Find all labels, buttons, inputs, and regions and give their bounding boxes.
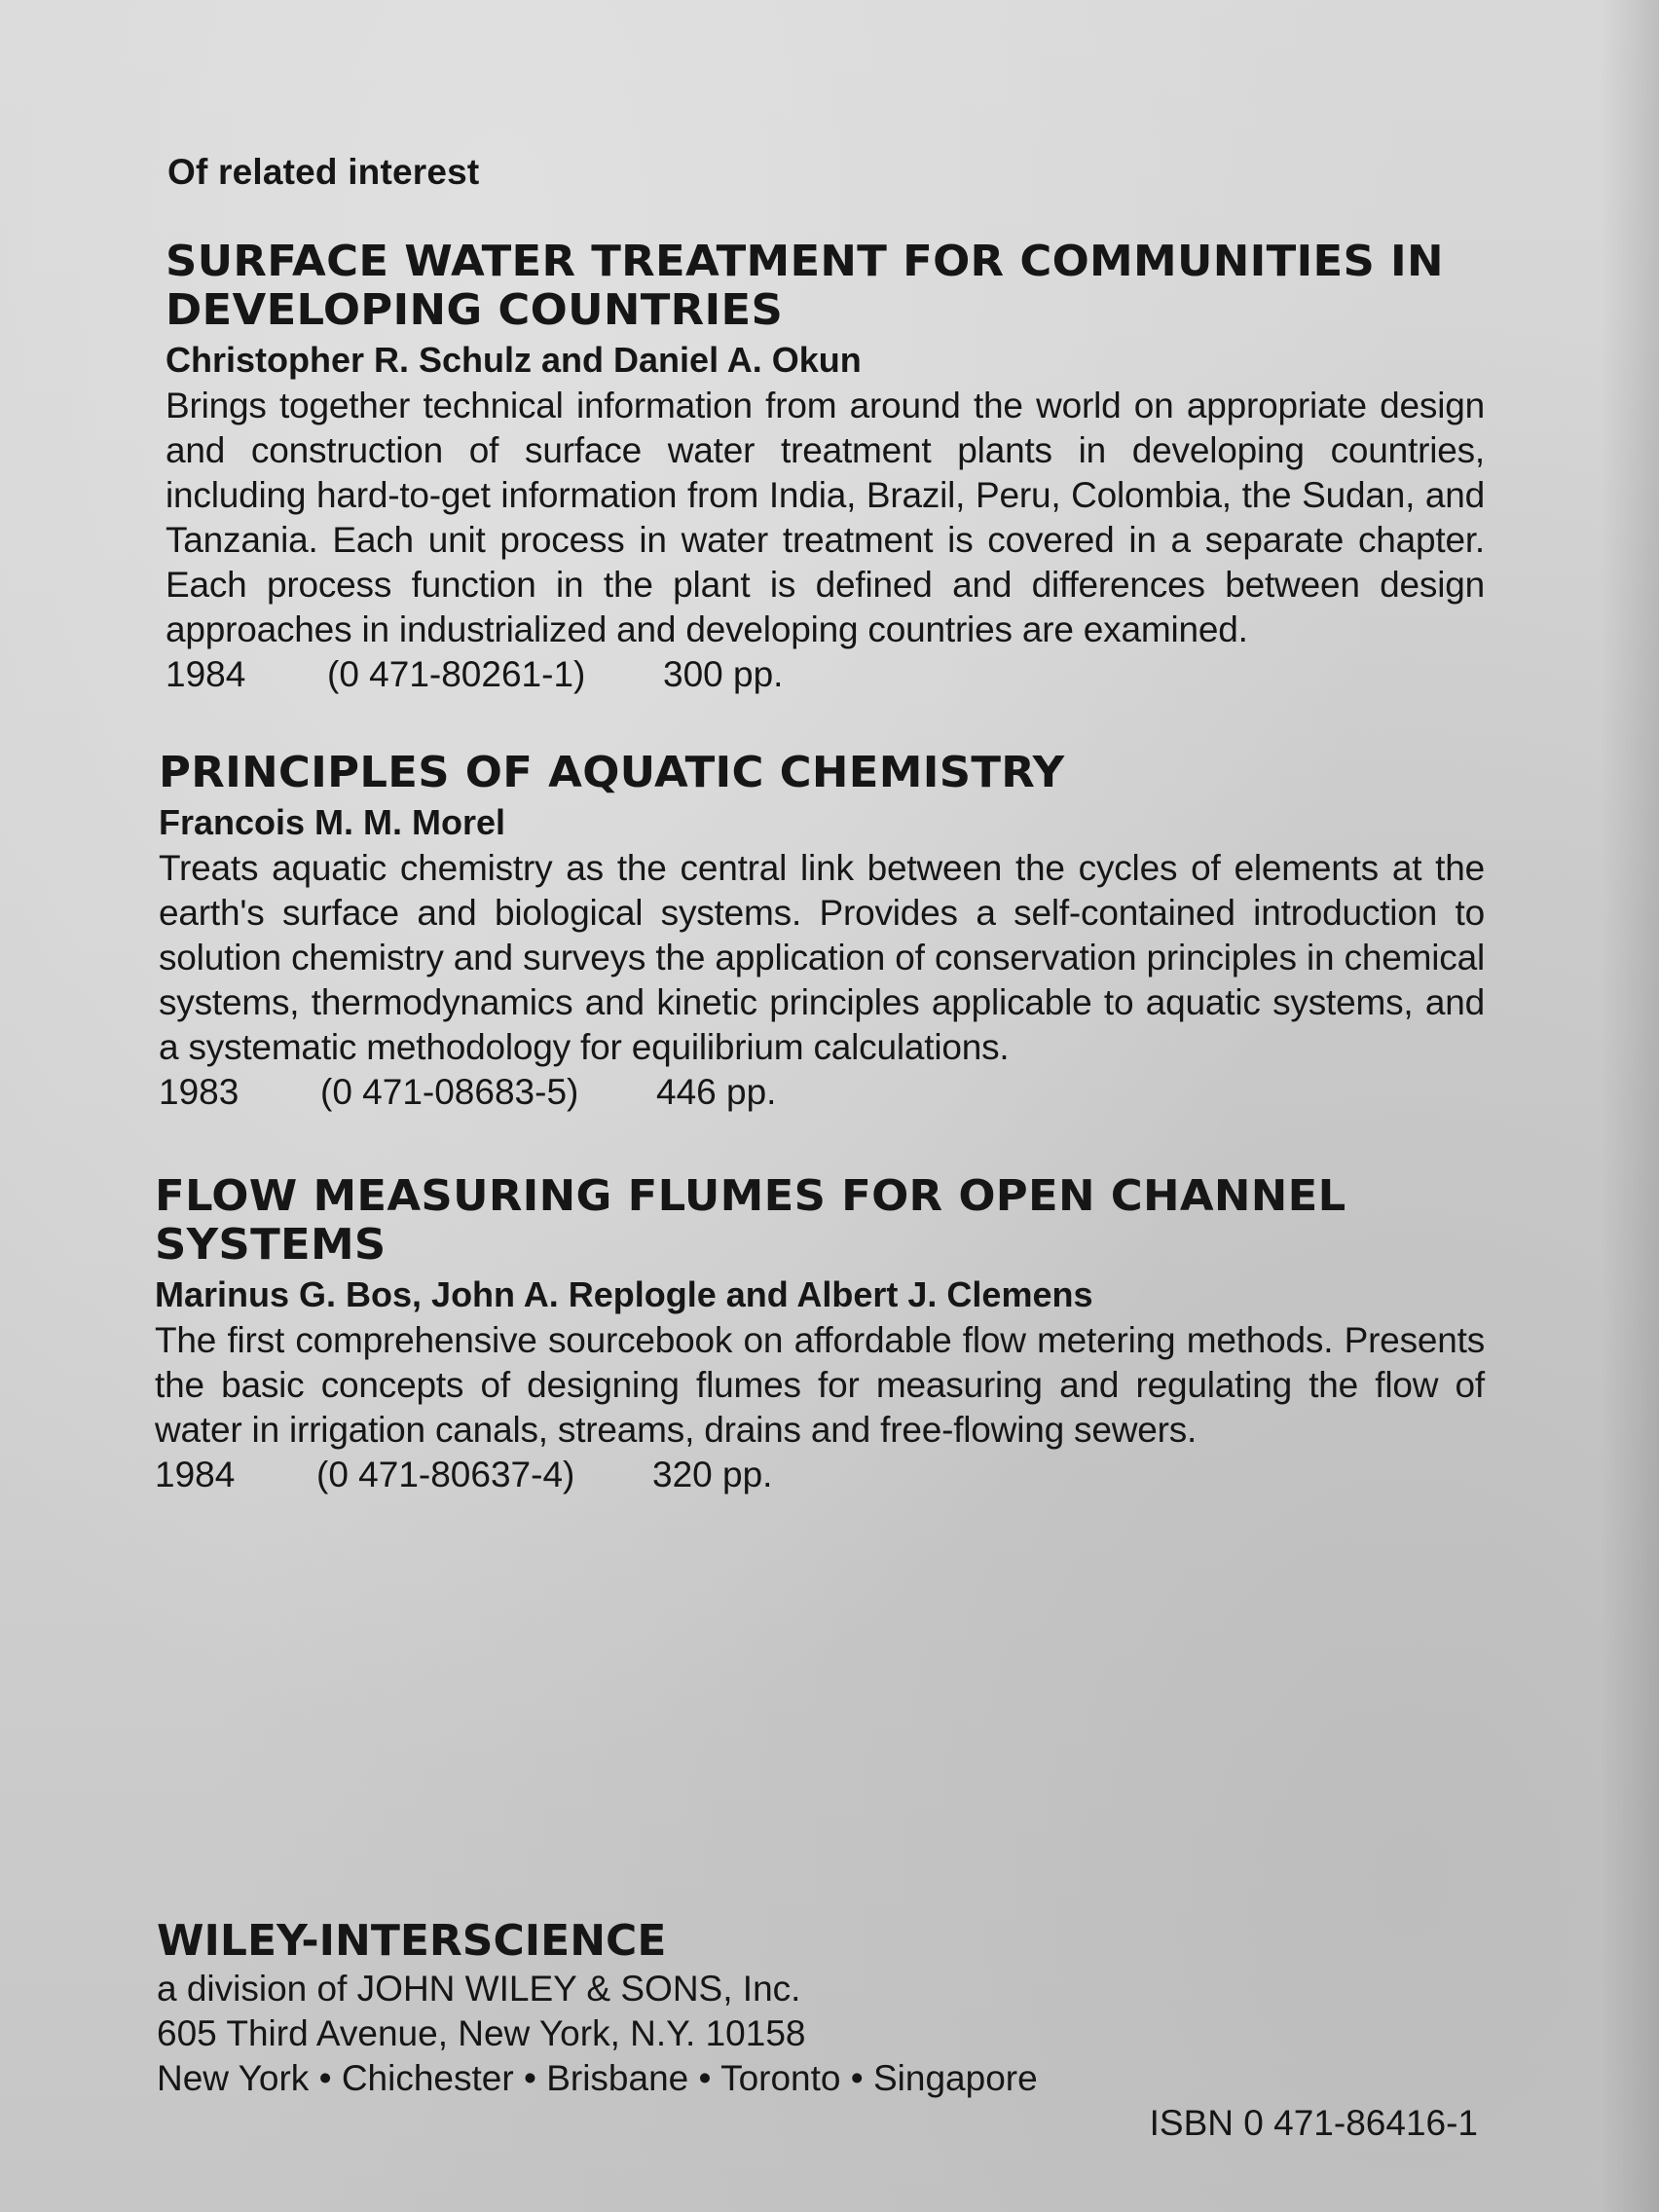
book-entry xyxy=(166,238,1485,697)
book-pages: 300 pp. xyxy=(663,654,784,694)
book-entry xyxy=(159,749,1485,1115)
book-isbn: (0 471-08683-5) xyxy=(320,1072,579,1112)
book-isbn: (0 471-80261-1) xyxy=(327,654,586,694)
book-year: 1984 xyxy=(166,654,246,694)
book-title: PRINCIPLES OF AQUATIC CHEMISTRY xyxy=(159,748,1065,797)
book-description: Treats aquatic chemistry as the central link between the cycles of elements at the earth's surface and biological systems. Provides a self-contained introduction to solution chemistry and surveys the application of conservation principles in chemical systems, thermodynamics and kinetic principles applicable to aquatic systems, and a systematic methodology for equilibrium calculations. xyxy=(159,848,1485,1067)
book-description: Brings together technical information from around the world on appropriate design and construction of surface water treatment plants in developing countries, including hard-to-get information from India, Brazil, Peru, Colombia, the Sudan, and Tanzania. Each unit process in water treatment is covered in a separate chapter. Each process function in the plant is defined and differences between design approaches in industrialized and developing countries are examined. xyxy=(166,386,1485,649)
book-title: FLOW MEASURING FLUMES FOR OPEN CHANNEL SYSTEMS xyxy=(155,1171,1346,1270)
book-pages: 446 pp. xyxy=(656,1072,777,1112)
publisher-block xyxy=(157,1916,1038,2101)
publisher-name: WILEY-INTERSCIENCE xyxy=(157,1916,667,1966)
publisher-division: a division of JOHN WILEY & SONS, Inc. xyxy=(157,1969,801,2009)
book-meta xyxy=(155,1453,1485,1497)
book-meta xyxy=(166,652,1485,697)
publisher-address: 605 Third Avenue, New York, N.Y. 10158 xyxy=(157,2013,806,2053)
book-title: SURFACE WATER TREATMENT FOR COMMUNITIES IN DEVELOPING COUNTRIES xyxy=(166,237,1444,335)
book-authors: Marinus G. Bos, John A. Replogle and Albert J. Clemens xyxy=(155,1274,1093,1314)
book-pages: 320 pp. xyxy=(652,1455,773,1494)
book-authors: Christopher R. Schulz and Daniel A. Okun xyxy=(166,340,862,380)
related-interest-heading: Of related interest xyxy=(167,152,480,192)
book-meta xyxy=(159,1070,1485,1115)
book-year: 1984 xyxy=(155,1455,236,1494)
book-description: The first comprehensive sourcebook on affordable flow metering methods. Presents the basic concepts of designing flumes for measuring and regulating the flow of water in irrigation canals, streams, drains and free-flowing sewers. xyxy=(155,1320,1485,1450)
cover-isbn: ISBN 0 471-86416-1 xyxy=(1149,2103,1478,2143)
publisher-cities: New York • Chichester • Brisbane • Toronto • Singapore xyxy=(157,2058,1038,2098)
book-entry xyxy=(155,1172,1485,1497)
book-year: 1983 xyxy=(159,1072,240,1112)
book-authors: Francois M. M. Morel xyxy=(159,802,506,842)
book-isbn: (0 471-80637-4) xyxy=(316,1455,575,1494)
